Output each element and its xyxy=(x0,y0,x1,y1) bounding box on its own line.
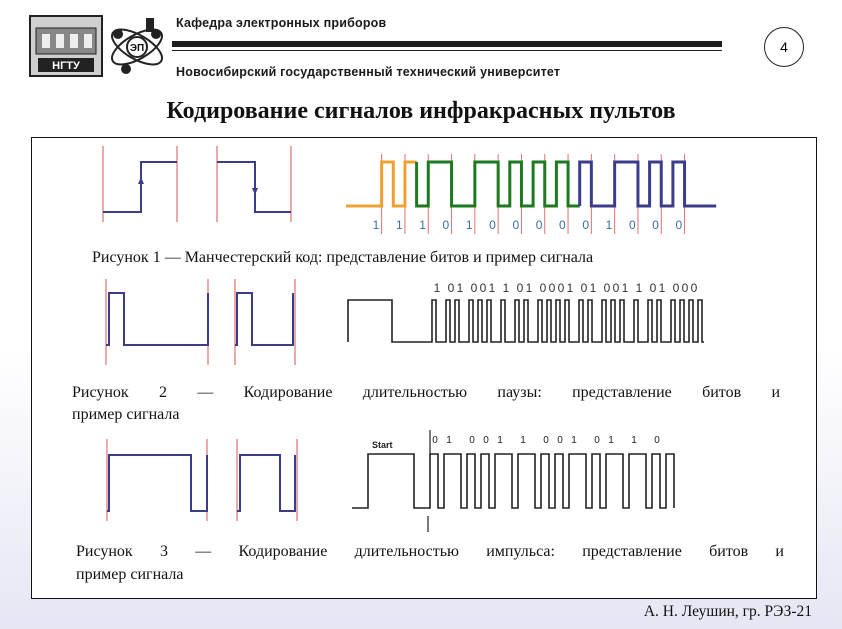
pwm-bit-label: 0 xyxy=(594,435,600,446)
pdm-bit-label: 0 xyxy=(548,281,556,295)
pwm-bit-label: 1 xyxy=(571,435,577,446)
pdm-bit-label: 1 xyxy=(525,281,533,295)
pdm-bit-label: 0 xyxy=(580,281,588,295)
figure-1-caption: Рисунок 1 — Манчестерский код: представление битов и пример сигнала xyxy=(92,249,594,266)
manchester-bit-label: 0 xyxy=(582,218,590,232)
pwm-bit-label: 1 xyxy=(608,435,614,446)
page-title: Кодирование сигналов инфракрасных пультов xyxy=(166,98,676,124)
figure-2-bit-diagram xyxy=(100,277,306,371)
pwm-bit-label: 1 xyxy=(520,435,526,446)
pdm-bit-label: 1 xyxy=(433,281,441,295)
pdm-bit-label: 0 xyxy=(470,281,478,295)
pwm-bit-label: 0 xyxy=(469,435,475,446)
pdm-bit-label: 1 xyxy=(456,281,464,295)
figure-3-example-signal xyxy=(350,428,800,538)
university-name: Новосибирский государственный технический университет xyxy=(176,65,561,79)
pdm-bit-label: 0 xyxy=(539,281,547,295)
pdm-bit-label: 0 xyxy=(557,281,565,295)
department-logo xyxy=(106,14,168,78)
logo-right-text: ЭП xyxy=(129,43,145,54)
pwm-bit-label: 0 xyxy=(543,435,549,446)
pwm-bit-label: 1 xyxy=(446,435,452,446)
pdm-bit-label: 1 xyxy=(488,281,496,295)
pdm-bit-label: 0 xyxy=(516,281,524,295)
pdm-bit-label: 1 xyxy=(621,281,629,295)
pdm-bit-label: 0 xyxy=(672,281,680,295)
figure-3-caption-line-2: пример сигнала xyxy=(76,566,184,583)
figure-1-bit-diagram xyxy=(100,144,300,224)
pdm-bit-label: 1 xyxy=(566,281,574,295)
university-logo xyxy=(28,14,104,78)
manchester-bit-label: 0 xyxy=(535,218,543,232)
manchester-bit-label: 0 xyxy=(442,218,450,232)
pwm-bit-label: 0 xyxy=(557,435,563,446)
pdm-bit-label: 0 xyxy=(690,281,698,295)
pdm-bit-label: 0 xyxy=(681,281,689,295)
figure-2-caption-line-1: Рисунок 2 — Кодирование длительностью паузы: представление битов и xyxy=(72,384,780,401)
figure-2-example-signal xyxy=(346,280,796,346)
manchester-bit-label: 0 xyxy=(628,218,636,232)
slide-number: 4 xyxy=(764,27,804,67)
pdm-bit-label: 0 xyxy=(612,281,620,295)
manchester-bit-label: 0 xyxy=(559,218,566,232)
pwm-bit-label: 0 xyxy=(654,435,660,446)
start-label: Start xyxy=(372,440,393,450)
manchester-bit-label: 1 xyxy=(395,218,403,232)
pdm-bit-label: 0 xyxy=(447,281,455,295)
pdm-bit-label: 0 xyxy=(603,281,611,295)
manchester-bit-label: 1 xyxy=(419,218,426,232)
manchester-bit-label: 0 xyxy=(675,218,683,232)
figure-3-caption-line-1: Рисунок 3 — Кодирование длительностью импульса: представление битов и xyxy=(76,543,784,560)
header-rule-thin xyxy=(172,50,722,51)
pdm-bit-label: 1 xyxy=(589,281,597,295)
pdm-bit-label: 0 xyxy=(479,281,487,295)
logo-left-text: НГТУ xyxy=(52,60,80,72)
manchester-bit-label: 0 xyxy=(652,218,659,232)
department-name: Кафедра электронных приборов xyxy=(176,16,387,30)
manchester-bit-label: 1 xyxy=(372,218,380,232)
figure-3-bit-diagram xyxy=(100,437,306,523)
pwm-bit-label: 0 xyxy=(483,435,489,446)
pdm-bit-label: 1 xyxy=(658,281,666,295)
header-rule-thick xyxy=(172,41,722,47)
author-label: А. Н. Леушин, гр. РЭЗ-21 xyxy=(643,603,812,620)
pwm-bit-label: 1 xyxy=(497,435,503,446)
pdm-bit-label: 1 xyxy=(635,281,643,295)
manchester-bit-label: 1 xyxy=(465,218,473,232)
manchester-bit-label: 1 xyxy=(605,218,613,232)
figure-2-caption-line-2: пример сигнала xyxy=(72,406,180,423)
manchester-bit-label: 0 xyxy=(512,218,520,232)
pwm-bit-label: 1 xyxy=(631,435,637,446)
figure-1-example-signal xyxy=(346,150,730,236)
pwm-bit-label: 0 xyxy=(432,435,438,446)
pdm-bit-label: 1 xyxy=(502,281,510,295)
manchester-bit-label: 0 xyxy=(489,218,496,232)
pdm-bit-label: 0 xyxy=(649,281,657,295)
